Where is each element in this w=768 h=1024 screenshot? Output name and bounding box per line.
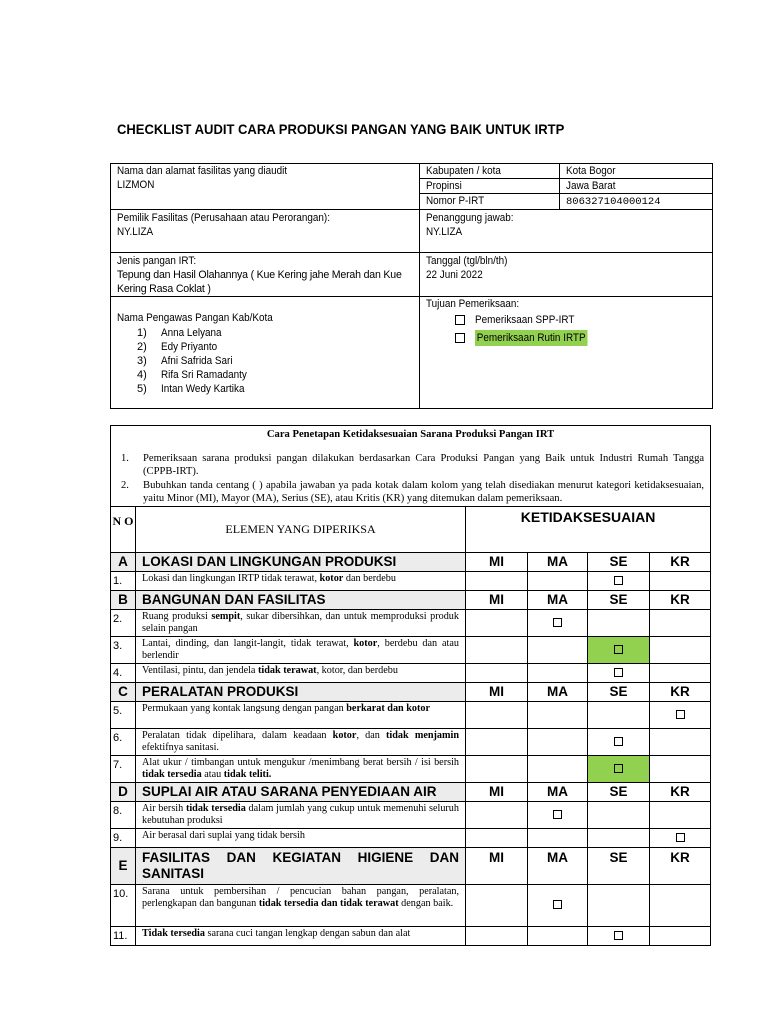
checklist-table <box>110 425 711 946</box>
purpose-option-rutin-irtp[interactable] <box>455 329 706 347</box>
checkbox-icon[interactable] <box>614 645 623 654</box>
mark-cell-mi <box>466 828 528 847</box>
item-number: 9. <box>111 828 136 847</box>
purpose-option-spp-irt[interactable] <box>455 311 706 329</box>
mark-cell-mi <box>466 663 528 682</box>
mark-cell-ma <box>528 926 588 945</box>
category-header-kr: KR <box>650 590 711 609</box>
mark-cell-mi <box>466 926 528 945</box>
mark-cell-se <box>588 884 650 926</box>
mark-cell-ma <box>528 728 588 755</box>
mark-cell-se[interactable] <box>588 728 650 755</box>
category-header-ma: MA <box>528 847 588 884</box>
section-row <box>111 682 711 701</box>
inspectors-label: Nama Pengawas Pangan Kab/Kota <box>117 312 273 324</box>
mark-cell-mi <box>466 728 528 755</box>
category-header-mi: MI <box>466 847 528 884</box>
column-header-element: ELEMEN YANG DIPERIKSA <box>136 506 466 552</box>
checklist-item-row <box>111 571 711 590</box>
item-description: Tidak tersedia sarana cuci tangan lengkap dengan sabun dan alat <box>136 926 466 945</box>
section-title: BANGUNAN DAN FASILITAS <box>136 590 466 609</box>
purpose-label: Tujuan Pemeriksaan: <box>426 298 520 310</box>
mark-cell-mi <box>466 801 528 828</box>
checklist-item-row <box>111 828 711 847</box>
section-title: PERALATAN PRODUKSI <box>136 682 466 701</box>
mark-cell-se[interactable] <box>588 571 650 590</box>
food-type-value: Tepung dan Hasil Olahannya ( Kue Kering jahe Merah dan Kue Kering Rasa Coklat ) <box>117 269 402 295</box>
mark-cell-se[interactable] <box>588 755 650 782</box>
propinsi-label-cell <box>420 179 560 194</box>
mark-cell-ma <box>528 755 588 782</box>
category-header-se: SE <box>588 847 650 884</box>
date-label: Tanggal (tgl/bln/th) <box>426 255 508 267</box>
category-header-kr: KR <box>650 782 711 801</box>
checklist-item-row <box>111 801 711 828</box>
pirt-label: Nomor P-IRT <box>426 195 485 207</box>
item-description: Alat ukur / timbangan untuk mengukur /menimbang berat bersih / isi bersih tidak tersedia atau tidak teliti. <box>136 755 466 782</box>
checklist-item-row <box>111 755 711 782</box>
category-header-ma: MA <box>528 590 588 609</box>
kabupaten-value-cell <box>560 164 713 179</box>
food-type-cell <box>111 253 420 297</box>
mark-cell-se <box>588 609 650 636</box>
mark-cell-ma <box>528 663 588 682</box>
propinsi-value-cell <box>560 179 713 194</box>
mark-cell-kr <box>650 884 711 926</box>
item-description: Ventilasi, pintu, dan jendela tidak terawat, kotor, dan berdebu <box>136 663 466 682</box>
mark-cell-ma <box>528 571 588 590</box>
mark-cell-mi <box>466 636 528 663</box>
item-description: Air berasal dari suplai yang tidak bersih <box>136 828 466 847</box>
instruction-item: 2. Bubuhkan tanda centang ( ) apabila jawaban ya pada kotak dalam kolom yang telah disediakan menurut kategori ketidaksesuaian, yaitu Minor (MI), Mayor (MA), Serius (SE), atau Kritis (KR) yang ditemukan dalam pemeriksaan. <box>121 479 705 504</box>
section-letter: B <box>111 590 136 609</box>
category-header-ma: MA <box>528 782 588 801</box>
pic-cell <box>420 210 713 253</box>
kabupaten-label: Kabupaten / kota <box>426 165 501 177</box>
section-title: LOKASI DAN LINGKUNGAN PRODUKSI <box>136 552 466 571</box>
owner-value: NY.LIZA <box>117 226 154 238</box>
category-header-ma: MA <box>528 552 588 571</box>
item-description: Sarana untuk pembersihan / pencucian bahan pangan, peralatan, perlengkapan dan bangunan tidak tersedia dan tidak terawat dengan baik. <box>136 884 466 926</box>
mark-cell-kr <box>650 728 711 755</box>
checkbox-icon[interactable] <box>676 833 685 842</box>
propinsi-label: Propinsi <box>426 180 462 192</box>
mark-cell-se[interactable] <box>588 636 650 663</box>
checklist-item-row <box>111 884 711 926</box>
checklist-item-row <box>111 701 711 728</box>
section-letter: C <box>111 682 136 701</box>
column-header-nonconformity: KETIDAKSESUAIAN <box>466 506 711 552</box>
mark-cell-se[interactable] <box>588 663 650 682</box>
mark-cell-kr <box>650 609 711 636</box>
section-letter: D <box>111 782 136 801</box>
section-row <box>111 552 711 571</box>
item-number: 6. <box>111 728 136 755</box>
checklist-item-row <box>111 609 711 636</box>
category-header-kr: KR <box>650 847 711 884</box>
pirt-value-cell <box>560 194 713 210</box>
mark-cell-kr <box>650 755 711 782</box>
mark-cell-kr <box>650 801 711 828</box>
mark-cell-se[interactable] <box>588 926 650 945</box>
purpose-option-label: Pemeriksaan SPP-IRT <box>475 314 575 326</box>
section-title: FASILITAS DAN KEGIATAN HIGIENE DAN SANITASI <box>136 847 466 884</box>
audit-info-table <box>110 163 713 409</box>
item-number: 7. <box>111 755 136 782</box>
owner-label: Pemilik Fasilitas (Perusahaan atau Perorangan): <box>117 212 330 224</box>
section-row <box>111 782 711 801</box>
page-title: CHECKLIST AUDIT CARA PRODUKSI PANGAN YANG BAIK UNTUK IRTP <box>117 121 565 137</box>
pirt-label-cell <box>420 194 560 210</box>
date-cell <box>420 253 713 297</box>
checklist-item-row <box>111 663 711 682</box>
inspector-item: 1) Anna Lelyana <box>137 327 222 339</box>
inspector-item: 3) Afni Safrida Sari <box>137 355 233 367</box>
food-type-label: Jenis pangan IRT: <box>117 255 197 267</box>
column-header-no: N O <box>111 506 136 552</box>
date-value: 22 Juni 2022 <box>426 269 483 281</box>
inspector-item: 5) Intan Wedy Kartika <box>137 383 245 395</box>
checkbox-icon[interactable] <box>553 900 562 909</box>
item-description: Peralatan tidak dipelihara, dalam keadaan kotor, dan tidak menjamin efektifnya sanitasi. <box>136 728 466 755</box>
kabupaten-value: Kota Bogor <box>566 165 616 177</box>
item-number: 10. <box>111 884 136 926</box>
facility-label: Nama dan alamat fasilitas yang diaudit <box>117 165 288 177</box>
checkbox-icon[interactable] <box>614 576 623 585</box>
category-header-mi: MI <box>466 552 528 571</box>
checkbox-icon[interactable] <box>614 931 623 940</box>
mark-cell-ma <box>528 828 588 847</box>
mark-cell-kr <box>650 926 711 945</box>
item-description: Permukaan yang kontak langsung dengan pangan berkarat dan kotor <box>136 701 466 728</box>
mark-cell-kr <box>650 663 711 682</box>
mark-cell-mi <box>466 571 528 590</box>
mark-cell-mi <box>466 701 528 728</box>
item-description: Lokasi dan lingkungan IRTP tidak terawat, kotor dan berdebu <box>136 571 466 590</box>
mark-cell-ma <box>528 636 588 663</box>
facility-value: LIZMON <box>117 179 155 191</box>
checkbox-icon[interactable] <box>614 764 623 773</box>
item-number: 5. <box>111 701 136 728</box>
mark-cell-kr <box>650 636 711 663</box>
item-number: 3. <box>111 636 136 663</box>
section-letter: A <box>111 552 136 571</box>
checkbox-icon[interactable] <box>553 618 562 627</box>
pic-value: NY.LIZA <box>426 226 463 238</box>
category-header-ma: MA <box>528 682 588 701</box>
section-row <box>111 847 711 884</box>
mark-cell-mi <box>466 609 528 636</box>
checkbox-icon[interactable] <box>676 710 685 719</box>
facility-cell <box>111 164 420 210</box>
category-header-kr: KR <box>650 552 711 571</box>
mark-cell-se <box>588 828 650 847</box>
instructions-title: Cara Penetapan Ketidaksesuaian Sarana Produksi Pangan IRT <box>266 429 555 440</box>
mark-cell-ma <box>528 701 588 728</box>
mark-cell-kr[interactable] <box>650 701 711 728</box>
item-number: 2. <box>111 609 136 636</box>
category-header-se: SE <box>588 782 650 801</box>
purpose-cell <box>420 297 713 409</box>
item-description: Ruang produksi sempit, sukar dibersihkan, dan untuk memproduksi produk selain pangan <box>136 609 466 636</box>
section-title: SUPLAI AIR ATAU SARANA PENYEDIAAN AIR <box>136 782 466 801</box>
checklist-item-row <box>111 728 711 755</box>
purpose-option-label: Pemeriksaan Rutin IRTP <box>476 332 586 344</box>
checklist-item-row <box>111 636 711 663</box>
instruction-item: 1. Pemeriksaan sarana produksi pangan dilakukan berdasarkan Cara Produksi Pangan yang Baik untuk Industri Rumah Tangga (CPPB-IRT). <box>121 452 705 477</box>
mark-cell-ma[interactable] <box>528 609 588 636</box>
category-header-se: SE <box>588 682 650 701</box>
mark-cell-kr[interactable] <box>650 828 711 847</box>
mark-cell-se <box>588 701 650 728</box>
checkbox-icon[interactable] <box>614 737 623 746</box>
inspectors-cell <box>111 297 420 409</box>
category-header-kr: KR <box>650 682 711 701</box>
owner-cell <box>111 210 420 253</box>
instructions-cell <box>111 426 711 507</box>
section-row <box>111 590 711 609</box>
inspectors-list <box>137 326 413 396</box>
category-header-se: SE <box>588 590 650 609</box>
checkbox-icon[interactable] <box>614 668 623 677</box>
category-header-se: SE <box>588 552 650 571</box>
mark-cell-mi <box>466 755 528 782</box>
pirt-value: 806327104000124 <box>566 196 661 208</box>
checkbox-icon[interactable] <box>553 810 562 819</box>
item-number: 11. <box>111 926 136 945</box>
item-number: 4. <box>111 663 136 682</box>
item-number: 8. <box>111 801 136 828</box>
checklist-item-row <box>111 926 711 945</box>
checkbox-icon[interactable] <box>455 333 465 343</box>
checkbox-icon[interactable] <box>455 315 465 325</box>
inspector-item: 4) Rifa Sri Ramadanty <box>137 369 247 381</box>
category-header-mi: MI <box>466 682 528 701</box>
propinsi-value: Jawa Barat <box>566 180 616 192</box>
category-header-mi: MI <box>466 782 528 801</box>
mark-cell-ma[interactable] <box>528 884 588 926</box>
mark-cell-ma[interactable] <box>528 801 588 828</box>
item-description: Lantai, dinding, dan langit-langit, tidak terawat, kotor, berdebu dan atau berlendir <box>136 636 466 663</box>
item-description: Air bersih tidak tersedia dalam jumlah yang cukup untuk memenuhi seluruh kebutuhan produksi <box>136 801 466 828</box>
pic-label: Penanggung jawab: <box>426 212 514 224</box>
inspector-item: 2) Edy Priyanto <box>137 341 218 353</box>
mark-cell-kr <box>650 571 711 590</box>
kabupaten-label-cell <box>420 164 560 179</box>
item-number: 1. <box>111 571 136 590</box>
mark-cell-se <box>588 801 650 828</box>
category-header-mi: MI <box>466 590 528 609</box>
mark-cell-mi <box>466 884 528 926</box>
section-letter: E <box>111 847 136 884</box>
